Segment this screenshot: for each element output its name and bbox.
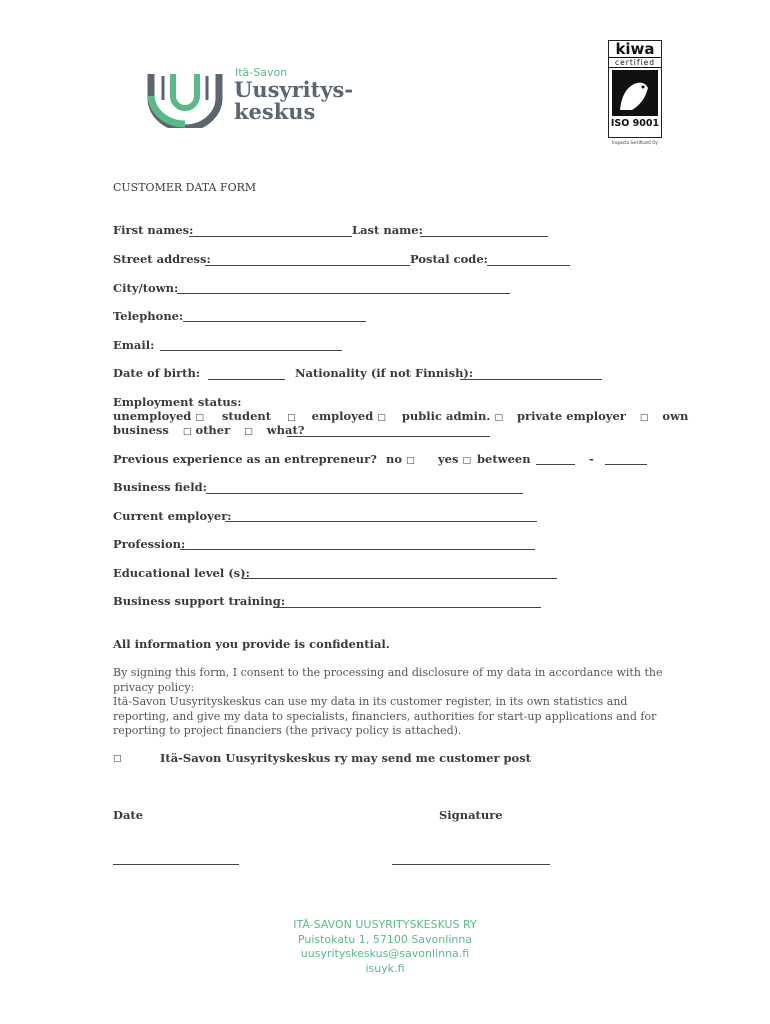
consent-line: privacy policy: bbox=[113, 680, 195, 694]
signature-label: Signature bbox=[439, 808, 503, 822]
newsletter-checkbox[interactable]: □ bbox=[113, 754, 122, 764]
business-field-field[interactable] bbox=[206, 493, 523, 494]
unemployed-checkbox[interactable]: □ bbox=[195, 413, 204, 423]
other-what-field[interactable] bbox=[287, 436, 490, 437]
employment-options-line2 bbox=[113, 423, 305, 437]
first-names-label: First names: bbox=[113, 223, 194, 237]
student-checkbox[interactable]: □ bbox=[287, 413, 296, 423]
logo-small-text: Itä-Savon bbox=[235, 66, 288, 79]
kiwa-certified: certified bbox=[609, 57, 661, 68]
training-label: Business support training: bbox=[113, 594, 286, 608]
date-label: Date bbox=[113, 808, 144, 822]
own-label: own bbox=[662, 409, 689, 423]
between-dash: - bbox=[589, 452, 594, 466]
footer bbox=[235, 918, 535, 976]
beaver-icon bbox=[612, 70, 658, 116]
between-to-field[interactable] bbox=[605, 464, 647, 465]
employment-status-label: Employment status: bbox=[113, 395, 242, 409]
no-label: no bbox=[386, 452, 403, 466]
confidential-notice: All information you provide is confidential. bbox=[113, 637, 390, 651]
nationality-label: Nationality (if not Finnish): bbox=[295, 366, 474, 380]
street-address-label: Street address: bbox=[113, 252, 211, 266]
unemployed-label: unemployed bbox=[113, 409, 192, 423]
postal-code-field[interactable] bbox=[487, 265, 570, 266]
footer-email[interactable]: uusyrityskeskus@savonlinna.fi bbox=[300, 947, 470, 960]
last-name-field[interactable] bbox=[420, 236, 548, 237]
footer-org-name: ITÄ-SAVON UUSYRITYSKESKUS RY bbox=[293, 918, 477, 931]
current-employer-label: Current employer: bbox=[113, 509, 232, 523]
other-checkbox[interactable]: □ bbox=[244, 427, 253, 437]
yes-label: yes bbox=[438, 452, 459, 466]
first-names-field[interactable] bbox=[189, 236, 352, 237]
consent-text bbox=[113, 666, 673, 739]
consent-line: Itä-Savon Uusyrityskeskus can use my data in its customer register, in its own statistics and bbox=[113, 695, 628, 708]
last-name-label: Last name: bbox=[352, 223, 423, 237]
logo-line2: keskus bbox=[234, 99, 316, 124]
dob-field[interactable] bbox=[208, 379, 285, 380]
email-label: Email: bbox=[113, 338, 155, 352]
profession-field[interactable] bbox=[180, 549, 535, 550]
employed-label: employed bbox=[311, 409, 374, 423]
education-field[interactable] bbox=[242, 578, 557, 579]
consent-line: By signing this form, I consent to the processing and disclosure of my data in accordance with the bbox=[113, 666, 663, 679]
signature-line[interactable] bbox=[392, 864, 550, 865]
own-business-checkbox[interactable]: □ bbox=[182, 427, 192, 437]
cert-issuer: Inspecta Sertifiointi Oy bbox=[612, 140, 658, 145]
prev-no-option bbox=[386, 452, 415, 466]
kiwa-brand: kiwa bbox=[615, 40, 655, 58]
form-title: CUSTOMER DATA FORM bbox=[113, 181, 257, 194]
yes-checkbox[interactable]: □ bbox=[462, 456, 472, 466]
iso-label: ISO 9001 bbox=[610, 118, 660, 129]
footer-website[interactable]: isuyk.fi bbox=[365, 961, 405, 975]
consent-line: reporting to project financiers (the privacy policy is attached). bbox=[113, 724, 462, 737]
between-from-field[interactable] bbox=[536, 464, 575, 465]
private-employer-checkbox[interactable]: □ bbox=[639, 413, 649, 423]
profession-label: Profession: bbox=[113, 537, 186, 551]
public-admin-label: public admin. bbox=[401, 409, 491, 423]
telephone-label: Telephone: bbox=[113, 309, 184, 323]
consent-line: reporting, and give my data to specialists, financiers, authorities for start-up applications and for bbox=[113, 709, 657, 723]
postal-code-label: Postal code: bbox=[410, 252, 488, 266]
prev-experience-label: Previous experience as an entrepreneur? bbox=[113, 452, 377, 466]
logo-line1: Uusyritys- bbox=[234, 77, 354, 102]
other-label: other bbox=[195, 423, 231, 437]
what-label: what? bbox=[266, 423, 305, 437]
employed-checkbox[interactable]: □ bbox=[377, 413, 386, 423]
kiwa-certification-badge bbox=[608, 40, 662, 146]
organization-logo bbox=[147, 66, 362, 128]
public-admin-checkbox[interactable]: □ bbox=[494, 413, 503, 423]
prev-yes-option bbox=[438, 452, 471, 466]
employment-options-line1 bbox=[113, 409, 688, 423]
city-field[interactable] bbox=[177, 293, 510, 294]
nationality-field[interactable] bbox=[460, 379, 602, 380]
footer-address: Puistokatu 1, 57100 Savonlinna bbox=[297, 932, 473, 946]
business-field-label: Business field: bbox=[113, 480, 207, 494]
business-label: business bbox=[113, 423, 169, 437]
logo-mark-icon bbox=[147, 66, 223, 128]
email-field[interactable] bbox=[160, 350, 342, 351]
education-label: Educational level (s): bbox=[113, 566, 250, 580]
street-address-field[interactable] bbox=[205, 265, 410, 266]
city-label: City/town: bbox=[113, 281, 179, 295]
between-label: between bbox=[477, 452, 531, 466]
dob-label: Date of birth: bbox=[113, 366, 201, 380]
private-employer-label: private employer bbox=[516, 409, 626, 423]
newsletter-label: Itä-Savon Uusyrityskeskus ry may send me customer post bbox=[160, 751, 531, 765]
no-checkbox[interactable]: □ bbox=[406, 456, 415, 466]
student-label: student bbox=[221, 409, 272, 423]
telephone-field[interactable] bbox=[183, 321, 366, 322]
training-field[interactable] bbox=[273, 607, 541, 608]
date-line[interactable] bbox=[113, 864, 239, 865]
current-employer-field[interactable] bbox=[225, 521, 537, 522]
